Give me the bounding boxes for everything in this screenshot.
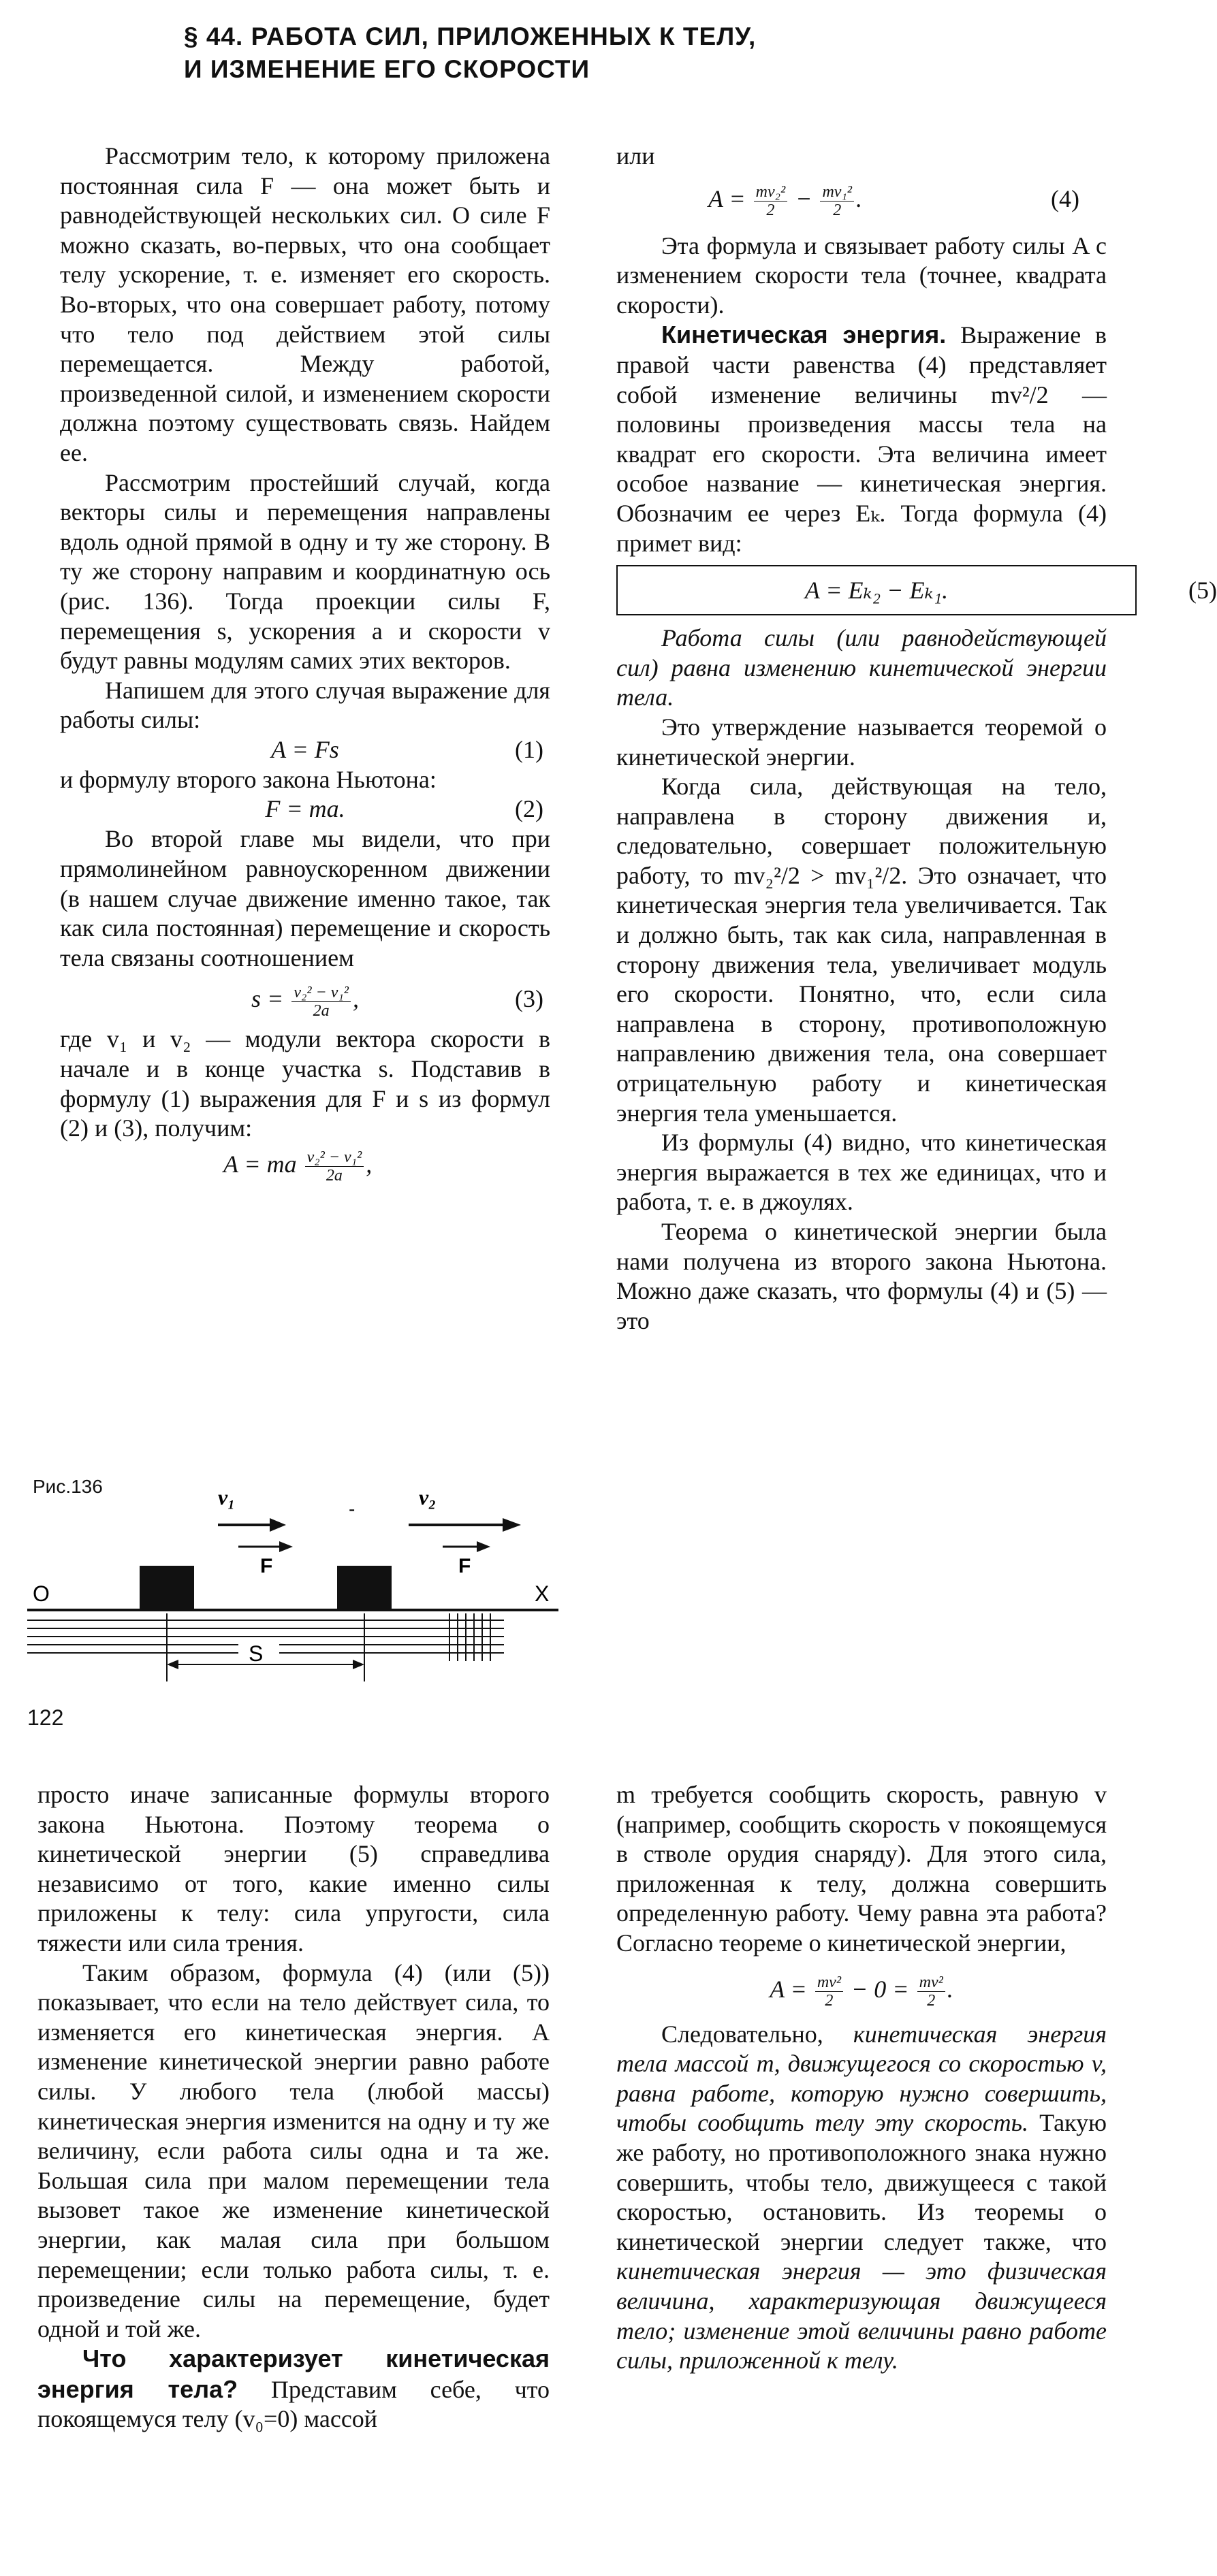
paragraph: где v₁ и v₂ — модули вектора скорости в начале и в конце участка s. Подставив в формулу (1) выражения для F и s из формул (2) и (3), получим: — [60, 1025, 550, 1142]
fraction — [820, 183, 854, 219]
equation-lhs: A = — [770, 1975, 807, 2003]
paragraph: Из формулы (4) видно, что кинетическая энергия выражается в тех же единицах, что и работа, т. е. в джоулях. — [616, 1129, 1107, 1216]
paragraph: Во второй главе мы видели, что при прямолинейном равноускоренном движении (в нашем случае движение именно такое, так как сила постоянная) перемещение и скорость тела связаны соотношением — [60, 825, 550, 971]
displacement-label: S — [249, 1641, 264, 1666]
equation-1 — [60, 735, 550, 765]
fraction — [291, 984, 351, 1020]
paragraph-text: Выражение в правой части равенства (4) представляет собой изменение величины mv²/2 — половины произведения массы тела на квадрат его скорости. Эта величина имеет особое название — кинетическая энергия. Обозначим ее через Eₖ. Тогда формула (4) примет вид: — [616, 321, 1107, 557]
paragraph: Рассмотрим простейший случай, когда векторы силы и перемещения направлены вдоль одной прямой в одну и ту же сторону. В ту же сторону направим и координатную ось (рис. 136). Тогда проекции силы F, перемещения s, ускорения a и скорости v будут равны модулям самих этих векторов. — [60, 468, 550, 675]
fraction — [917, 1974, 945, 2010]
equation-2 — [60, 794, 550, 824]
paragraph: Теорема о кинетической энергии была нами получена из второго закона Ньютона. Можно даже сказать, что формулы (4) и (5) — это — [616, 1218, 1107, 1334]
block-end — [337, 1566, 392, 1610]
equation-text: A = Fs — [271, 735, 339, 763]
denominator: 2 — [766, 201, 775, 219]
equation-lhs: A = ma — [223, 1150, 297, 1178]
paragraph: Напишем для этого случая выражение для работы силы: — [60, 676, 550, 734]
equation-text: A = Eₖ₂ − Eₖ₁. — [804, 577, 949, 605]
page-number: 122 — [27, 1705, 64, 1730]
paragraph: m требуется сообщить скорость, равную v (например, сообщить скорость v покоящемуся в стволе орудия снаряду). Для этого сила, приложенная к телу, должна совершить определенную работу. Чему равна эта работа? Согласно теореме о кинетической энергии, — [616, 1781, 1107, 1957]
f2-arrow — [443, 1541, 490, 1552]
paragraph: просто иначе записанные формулы второго закона Ньютона. Поэтому теорема о кинетической энергии (5) справедлива независимо от того, какие именно силы приложены к телу: сила упругости, сила тяжести или сила трения. — [37, 1781, 550, 1957]
italic-statement: кинетическая энергия — это физическая величина, характеризующая движущееся тело; изменение этой величины равно работе силы, приложенной к телу. — [616, 2257, 1107, 2374]
equation-operator: − — [795, 184, 812, 212]
equation-lhs: A = — [708, 184, 746, 212]
displacement-arrow — [167, 1660, 364, 1669]
block-start — [140, 1566, 194, 1610]
v2-label: v₂ — [419, 1485, 437, 1509]
paragraph: или — [616, 142, 655, 170]
equation-3: s = $\frac{\text{v₂² − v₁²}}{2a}$ , (3) — [60, 973, 550, 1025]
fraction — [815, 1974, 843, 2010]
denominator: 2a — [326, 1167, 343, 1185]
denominator: 2 — [825, 1991, 834, 2010]
equation-lhs: s = — [251, 985, 284, 1013]
paragraph: Эта формула и связывает работу силы A с изменением скорости тела (точнее, квадрата скорости). — [616, 231, 1107, 319]
paragraph-text: Представим себе, что покоящемуся телу (v₀=0) массой — [37, 2375, 550, 2433]
numerator: mv² — [917, 1974, 945, 1992]
top-right-column — [616, 142, 1217, 1336]
equation-number: (4) — [1051, 184, 1079, 212]
top-left-column — [60, 142, 550, 1185]
denominator: 2 — [927, 1991, 936, 2010]
f2-label: F — [458, 1555, 471, 1577]
paragraph: Это утверждение называется теоремой о кинетической энергии. — [616, 713, 1107, 771]
equation-number: (2) — [515, 795, 543, 823]
paragraph: Следовательно, кинетическая энергия тела массой m, движущегося со скоростью v, равна работе, которую нужно совершить, чтобы сообщить телу эту скорость. Такую же работу, но противоположного знака нужно совершить, чтобы тело, движущееся с такой скоростью, остановить. Из теоремы о кинетической энергии следует также, что кинетическая энергия — это физическая величина, характеризующая движущееся тело; изменение этой величины равно работе силы, приложенной к телу. — [616, 2020, 1107, 2374]
equation-number: (1) — [515, 735, 543, 763]
bottom-left-column — [37, 1780, 550, 2434]
paragraph: Рассмотрим тело, к которому приложена постоянная сила F — она может быть и равнодействующей нескольких сил. О силе F можно сказать, во-первых, что она сообщает телу ускорение, т. е. изменяет его скорость. Во-вторых, что она совершает работу, потому что тело под действием этой силы перемещается. Между работой, произведенной силой, и изменением скорости должна поэтому существовать связь. Найдем ее. — [60, 142, 550, 466]
paragraph: Таким образом, формула (4) (или (5)) показывает, что если на тело действует сила, то изменяется его кинетическая энергия. А изменение кинетической энергии равно работе силы. У любого тела (любой массы) кинетическая энергия изменится на одну и ту же величину, если работа силы одна и та же. Большая сила при малом перемещении тела вызовет такое же изменение кинетической энергии, как малая сила при большом перемещении; если только работа силы, т. е. произведение силы на перемещение, будет одной и той же. — [37, 1959, 550, 2342]
numerator: mv₁² — [820, 183, 854, 202]
origin-label: O — [33, 1581, 50, 1606]
paragraph — [616, 320, 1107, 558]
v2-arrow — [409, 1518, 521, 1532]
heading-line-2: И ИЗМЕНЕНИЕ ЕГО СКОРОСТИ — [184, 55, 590, 83]
equation-number: (5) — [1188, 577, 1217, 605]
v1-label: v₁ — [218, 1485, 236, 1509]
equation-kinetic: A = $\frac{\text{mv²}}{2}$ − 0 = $\frac{\text{mv²}}{2}$ . — [770, 1973, 953, 2010]
italic-statement: кинетическая энергия тела массой m, движущегося со скоростью v, равна работе, которую нужно совершить, чтобы сообщить телу эту скорость. — [616, 2020, 1107, 2137]
v1-arrow — [218, 1518, 286, 1532]
numerator: v₂² − v₁² — [291, 984, 351, 1002]
equation-operator: − 0 = — [851, 1975, 909, 2003]
numerator: mv₂² — [754, 183, 788, 202]
bottom-right-column — [616, 1780, 1107, 2376]
theorem-statement: Работа силы (или равнодействующей сил) равна изменению кинетической энергии тела. — [616, 624, 1107, 711]
paragraph: и формулу второго закона Ньютона: — [60, 765, 437, 793]
f1-arrow — [238, 1541, 293, 1552]
fraction — [305, 1148, 364, 1185]
paragraph: Когда сила, действующая на тело, направлена в сторону движения и, следовательно, совершает положительную работу, то mv₂²/2 > mv₁²/2. Это означает, что кинетическая энергия тела увеличивается. Так и должно быть, так как сила, направленная в сторону движения тела, увеличивает модуль его скорости. Понятно, что, если сила направлена в сторону, противоположную направлению движения тела, она совершает отрицательную работу и кинетическая энергия тела уменьшается. — [616, 773, 1107, 1127]
heading-line-1: § 44. РАБОТА СИЛ, ПРИЛОЖЕННЫХ К ТЕЛУ, — [184, 22, 757, 50]
equation-4: A = $\frac{\text{mv₂²}}{2}$ − $\frac{\text{mv₁²}}{2}$ . (4) — [616, 172, 1107, 226]
inline-equation: A = ma $\frac{\text{v₂² − v₁²}}{2a}$ , — [223, 1148, 373, 1185]
section-heading — [184, 20, 756, 86]
fraction — [754, 183, 788, 219]
svg-text:-: - — [349, 1498, 355, 1519]
denominator: 2a — [313, 1001, 330, 1020]
f1-label: F — [260, 1555, 273, 1577]
denominator: 2 — [833, 201, 842, 219]
axis-label: X — [535, 1581, 550, 1606]
equation-5-box — [616, 565, 1217, 615]
equation-number: (3) — [515, 985, 543, 1013]
paragraph — [37, 2344, 550, 2434]
figure-label: Рис.136 — [33, 1476, 103, 1497]
subheading: Кинетическая энергия. — [661, 321, 947, 349]
equation-text: F = ma. — [265, 795, 345, 823]
figure-136 — [27, 1470, 572, 1702]
numerator: v₂² − v₁² — [305, 1148, 364, 1167]
subheading: Что характеризует кинетическая энергия тела? — [37, 2345, 550, 2403]
numerator: mv² — [815, 1974, 843, 1992]
